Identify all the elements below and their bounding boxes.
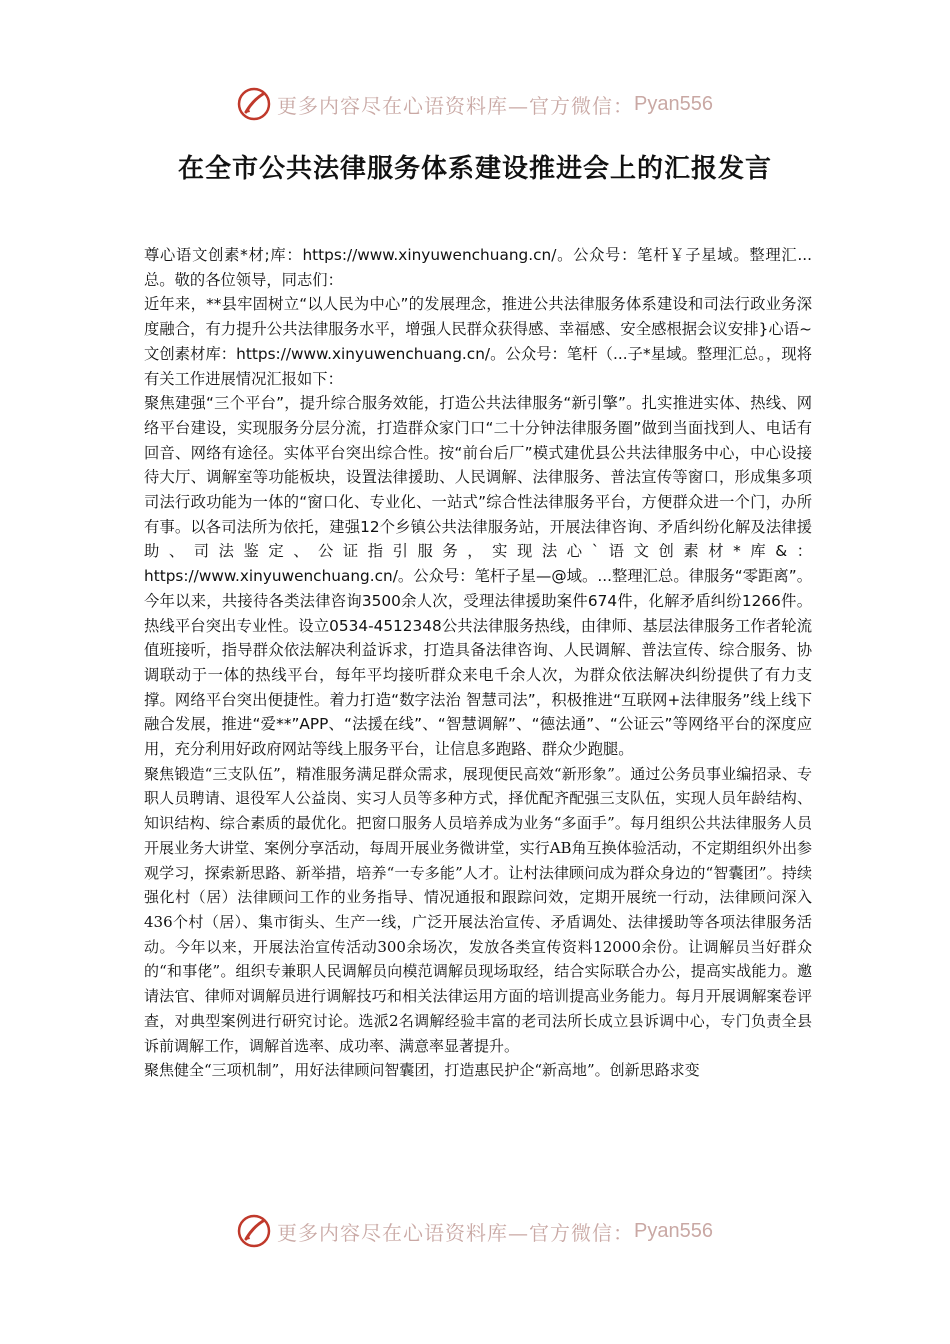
paragraph-intro: 近年来，**县牢固树立“以人民为中心”的发展理念，推进公共法律服务体系建设和司法行政业务深度融合，有力提升公共法律服务水平，增强人民群众获得感、幸福感、安全感根据会议安排}心语~文创素材库：https://www.xinyuwenchuang.cn/。公众号：笔杆（...子*星域。整理汇总。，现将有关工作进展情况汇报如下： xyxy=(144,295,812,388)
document-body xyxy=(144,243,812,1083)
footer-banner xyxy=(0,1211,950,1251)
banner-text: 更多内容尽在心语资料库—官方微信： xyxy=(277,93,635,118)
page-title: 在全市公共法律服务体系建设推进会上的汇报发言 xyxy=(177,154,772,184)
brush-logo-icon xyxy=(237,87,271,121)
paragraph-greeting: 尊心语文创素*材;库：https://www.xinyuwenchuang.cn/。公众号：笔杆￥子星域。整理汇...总。敬的各位领导，同志们： xyxy=(144,246,812,289)
header-banner xyxy=(0,84,950,124)
paragraph-teams: 聚焦锻造“三支队伍”，精准服务满足群众需求，展现便民高效“新形象”。通过公务员事业编招录、专职人员聘请、退役军人公益岗、实习人员等多种方式，择优配齐配强三支队伍，实现人员年龄结构、知识结构、综合素质的最优化。把窗口服务人员培养成为业务“多面手”。每月组织公共法律服务人员开展业务大讲堂、案例分享活动，每周开展业务微讲堂，实行AB角互换体验活动，不定期组织外出参观学习，探索新思路、新举措，培养“一专多能”人才。让村法律顾问成为群众身边的“智囊团”。持续强化村（居）法律顾问工作的业务指导、情况通报和跟踪问效，定期开展统一行动，法律顾问深入436个村（居）、集市街头、生产一线，广泛开展法治宣传、矛盾调处、法律援助等各项法律服务活动。今年以来，开展法治宣传活动300余场次，发放各类宣传资料12000余份。让调解员当好群众的“和事佬”。组织专兼职人民调解员向模范调解员现场取经，结合实际联合办公，提高实战能力。邀请法官、律师对调解员进行调解技巧和相关法律运用方面的培训提高业务能力。每月开展调解案卷评查，对典型案例进行研究讨论。选派2名调解经验丰富的老司法所长成立县诉调中心，专门负责全县诉前调解工作，调解首选率、成功率、满意率显著提升。 xyxy=(144,764,812,1055)
paragraph-platforms: 聚焦建强“三个平台”，提升综合服务效能，打造公共法律服务“新引擎”。扎实推进实体、热线、网络平台建设，实现服务分层分流，打造群众家门口“二十分钟法律服务圈”做到当面找到人、电话有回音、网络有途径。实体平台突出综合性。按“前台后厂”模式建优县公共法律服务中心，中心设接待大厅、调解室等功能板块，设置法律援助、人民调解、法律服务、普法宣传等窗口，形成集多项司法行政功能为一体的“窗口化、专业化、一站式”综合性法律服务平台，方便群众进一个门，办所有事。以各司法所为依托，建强12个乡镇公共法律服务站，开展法律咨询、矛盾纠纷化解及法律援助、司法鉴定、公证指引服务，实现法心`语文创素材*库&：https://www.xinyuwenchuang.cn/。公众号：笔杆子星—@域。...整理汇总。律服务“零距离”。今年以来，共接待各类法律咨询3500余人次，受理法律援助案件674件，化解矛盾纠纷1266件。热线平台突出专业性。设立0534-4512348公共法律服务热线，由律师、基层法律服务工作者轮流值班接听，指导群众依法解决利益诉求，打造具备法律咨询、人民调解、普法宣传、综合服务、协调联动于一体的热线平台，每年平均接听群众来电千余人次，为群众依法解决纠纷提供了有力支撑。网络平台突出便捷性。着力打造“数字法治 智慧司法”，积极推进“互联网+法律服务”线上线下融合发展，推进“爱**”APP、“法援在线”、“智慧调解”、“德法通”、“公证云”等网络平台的深度应用，充分利用好政府网站等线上服务平台，让信息多跑路、群众少跑腿。 xyxy=(144,394,812,759)
banner-contact: Pyan556 xyxy=(634,1219,713,1242)
paragraph-mechanisms: 聚焦健全“三项机制”，用好法律顾问智囊团，打造惠民护企“新高地”。创新思路求变 xyxy=(144,1061,700,1080)
banner-text: 更多内容尽在心语资料库—官方微信： xyxy=(277,1220,635,1245)
banner-contact: Pyan556 xyxy=(634,92,713,115)
brush-logo-icon xyxy=(237,1214,271,1248)
